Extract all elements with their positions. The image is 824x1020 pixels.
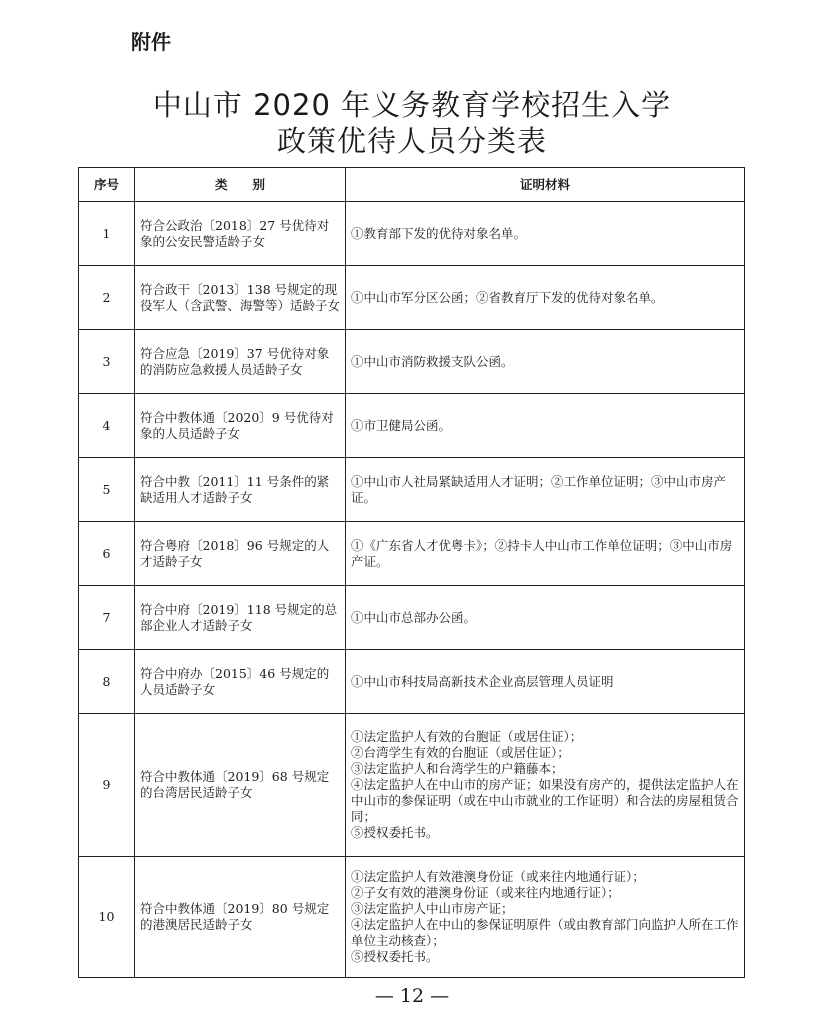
row-materials bbox=[346, 330, 745, 394]
row-materials bbox=[346, 586, 745, 650]
row-category: 符合中教体通〔2019〕80 号规定的港澳居民适龄子女 bbox=[135, 857, 346, 978]
table-row bbox=[79, 586, 745, 650]
material-item: ⑤授权委托书。 bbox=[351, 949, 439, 964]
material-item: ①中山市人社局紧缺适用人才证明；②工作单位证明；③中山市房产证。 bbox=[351, 473, 727, 505]
document-title-line-1: 中山市 2020 年义务教育学校招生入学 bbox=[152, 88, 672, 122]
row-materials bbox=[346, 650, 745, 714]
material-item: ①法定监护人有效的台胞证（或居住证）； bbox=[351, 729, 583, 744]
row-materials bbox=[346, 714, 745, 857]
row-number: 8 bbox=[79, 650, 135, 714]
material-item: ①市卫健局公函。 bbox=[351, 417, 452, 433]
document-title-line-2: 政策优待人员分类表 bbox=[276, 124, 547, 158]
row-number: 4 bbox=[79, 394, 135, 458]
row-materials bbox=[346, 266, 745, 330]
row-number: 2 bbox=[79, 266, 135, 330]
material-item: ④法定监护人在中山市的房产证；如果没有房产的，提供法定监护人在中山市的参保证明（或在中山市就业的工作证明）和合法的房屋租赁合同； bbox=[351, 777, 739, 824]
table-row bbox=[79, 650, 745, 714]
header-materials: 证明材料 bbox=[346, 168, 745, 202]
row-materials bbox=[346, 857, 745, 978]
table-row bbox=[79, 330, 745, 394]
material-item: ①法定监护人有效港澳身份证（或来往内地通行证）； bbox=[351, 869, 645, 884]
row-category: 符合应急〔2019〕37 号优待对象的消防应急救援人员适龄子女 bbox=[135, 330, 346, 394]
row-category: 符合中府办〔2015〕46 号规定的人员适龄子女 bbox=[135, 650, 346, 714]
row-number: 6 bbox=[79, 522, 135, 586]
material-item: ①教育部下发的优待对象名单。 bbox=[351, 225, 527, 241]
material-item: ①中山市科技局高新技术企业高层管理人员证明 bbox=[351, 673, 614, 689]
classification-table bbox=[78, 167, 745, 978]
header-category: 类 别 bbox=[135, 168, 346, 202]
row-number: 7 bbox=[79, 586, 135, 650]
row-category: 符合中府〔2019〕118 号规定的总部企业人才适龄子女 bbox=[135, 586, 346, 650]
row-number: 1 bbox=[79, 202, 135, 266]
material-item: ②台湾学生有效的台胞证（或居住证）； bbox=[351, 745, 570, 760]
table-header-row bbox=[79, 168, 745, 202]
row-number: 3 bbox=[79, 330, 135, 394]
row-materials bbox=[346, 202, 745, 266]
row-category: 符合中教体通〔2019〕68 号规定的台湾居民适龄子女 bbox=[135, 714, 346, 857]
table-row bbox=[79, 458, 745, 522]
material-item: ③法定监护人中山市房产证； bbox=[351, 901, 514, 916]
table-row bbox=[79, 522, 745, 586]
row-category: 符合政干〔2013〕138 号规定的现役军人（含武警、海警等）适龄子女 bbox=[135, 266, 346, 330]
row-materials bbox=[346, 394, 745, 458]
table-row bbox=[79, 714, 745, 857]
material-item: ④法定监护人在中山的参保证明原件（或由教育部门向监护人所在工作单位主动核查）； bbox=[351, 917, 739, 948]
row-number: 10 bbox=[79, 857, 135, 978]
table-row bbox=[79, 394, 745, 458]
annex-label: 附件 bbox=[131, 30, 171, 54]
row-number: 5 bbox=[79, 458, 135, 522]
row-category: 符合中教〔2011〕11 号条件的紧缺适用人才适龄子女 bbox=[135, 458, 346, 522]
row-category: 符合粤府〔2018〕96 号规定的人才适龄子女 bbox=[135, 522, 346, 586]
material-item: ⑤授权委托书。 bbox=[351, 825, 439, 840]
row-category: 符合公政治〔2018〕27 号优待对象的公安民警适龄子女 bbox=[135, 202, 346, 266]
table-row bbox=[79, 857, 745, 978]
row-materials bbox=[346, 458, 745, 522]
material-item: ①《广东省人才优粤卡》；②持卡人中山市工作单位证明；③中山市房产证。 bbox=[351, 537, 733, 569]
row-materials bbox=[346, 522, 745, 586]
header-seq: 序号 bbox=[79, 168, 135, 202]
page-number: — 12 — bbox=[374, 985, 450, 1007]
table-row bbox=[79, 202, 745, 266]
row-category: 符合中教体通〔2020〕9 号优待对象的人员适龄子女 bbox=[135, 394, 346, 458]
material-item: ①中山市军分区公函；②省教育厅下发的优待对象名单。 bbox=[351, 289, 664, 305]
row-number: 9 bbox=[79, 714, 135, 857]
material-item: ①中山市消防救援支队公函。 bbox=[351, 353, 514, 369]
material-item: ③法定监护人和台湾学生的户籍藤本； bbox=[351, 761, 564, 776]
material-item: ①中山市总部办公函。 bbox=[351, 609, 477, 625]
material-item: ②子女有效的港澳身份证（或来往内地通行证）； bbox=[351, 885, 620, 900]
table-row bbox=[79, 266, 745, 330]
